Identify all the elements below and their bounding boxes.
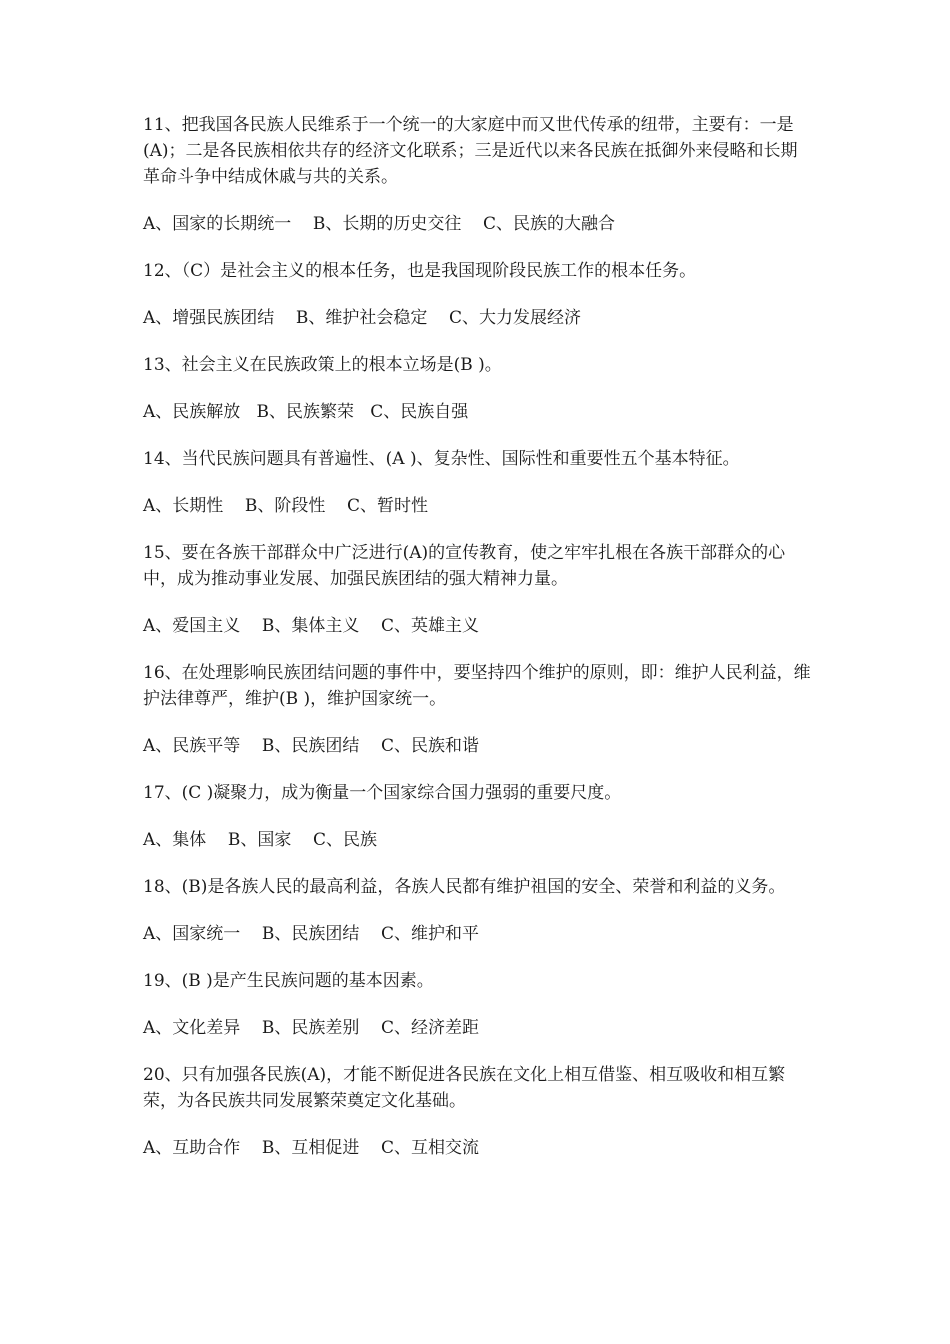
question-13	[143, 352, 811, 378]
options-15	[143, 613, 811, 639]
options-11	[143, 211, 811, 237]
question-text: 17、(C )凝聚力，成为衡量一个国家综合国力强弱的重要尺度。	[143, 783, 622, 803]
answer-options: A、互助合作 B、互相促进 C、互相交流	[143, 1138, 480, 1158]
options-12	[143, 305, 811, 331]
options-13	[143, 399, 811, 425]
question-15	[143, 540, 811, 592]
question-11	[143, 112, 811, 190]
answer-options: A、长期性 B、阶段性 C、暂时性	[143, 496, 429, 516]
answer-options: A、国家统一 B、民族团结 C、维护和平	[143, 924, 480, 944]
question-text: 15、要在各族干部群众中广泛进行(A)的宣传教育，使之牢牢扎根在各族干部群众的心中，成为推动事业发展、加强民族团结的强大精神力量。	[143, 543, 786, 589]
question-text: 20、只有加强各民族(A)，才能不断促进各民族在文化上相互借鉴、相互吸收和相互繁荣，为各民族共同发展繁荣奠定文化基础。	[143, 1065, 786, 1111]
question-12	[143, 258, 811, 284]
question-text: 14、当代民族问题具有普遍性、(A )、复杂性、国际性和重要性五个基本特征。	[143, 449, 740, 469]
options-19	[143, 1015, 811, 1041]
question-18	[143, 874, 811, 900]
question-text: 18、(B)是各族人民的最高利益，各族人民都有维护祖国的安全、荣誉和利益的义务。	[143, 877, 786, 897]
answer-options: A、民族解放 B、民族繁荣 C、民族自强	[143, 402, 469, 422]
answer-options: A、集体 B、国家 C、民族	[143, 830, 378, 850]
question-20	[143, 1062, 811, 1114]
question-16	[143, 660, 811, 712]
answer-options: A、爱国主义 B、集体主义 C、英雄主义	[143, 616, 480, 636]
question-text: 11、把我国各民族人民维系于一个统一的大家庭中而又世代传承的纽带，主要有：一是(A)；二是各民族相依共存的经济文化联系；三是近代以来各民族在抵御外来侵略和长期革命斗争中结成休戚与共的关系。	[143, 115, 798, 187]
answer-options: A、文化差异 B、民族差别 C、经济差距	[143, 1018, 480, 1038]
question-19	[143, 968, 811, 994]
question-text: 16、在处理影响民族团结问题的事件中，要坚持四个维护的原则，即：维护人民利益，维护法律尊严，维护(B )，维护国家统一。	[143, 663, 811, 709]
options-18	[143, 921, 811, 947]
options-16	[143, 733, 811, 759]
question-17	[143, 780, 811, 806]
answer-options: A、增强民族团结 B、维护社会稳定 C、大力发展经济	[143, 308, 582, 328]
options-17	[143, 827, 811, 853]
document-page	[143, 112, 811, 1182]
question-text: 19、(B )是产生民族问题的基本因素。	[143, 971, 434, 991]
question-text: 13、社会主义在民族政策上的根本立场是(B )。	[143, 355, 502, 375]
options-14	[143, 493, 811, 519]
options-20	[143, 1135, 811, 1161]
answer-options: A、国家的长期统一 B、长期的历史交往 C、民族的大融合	[143, 214, 616, 234]
question-text: 12、（C）是社会主义的根本任务，也是我国现阶段民族工作的根本任务。	[143, 261, 697, 281]
answer-options: A、民族平等 B、民族团结 C、民族和谐	[143, 736, 480, 756]
question-14	[143, 446, 811, 472]
